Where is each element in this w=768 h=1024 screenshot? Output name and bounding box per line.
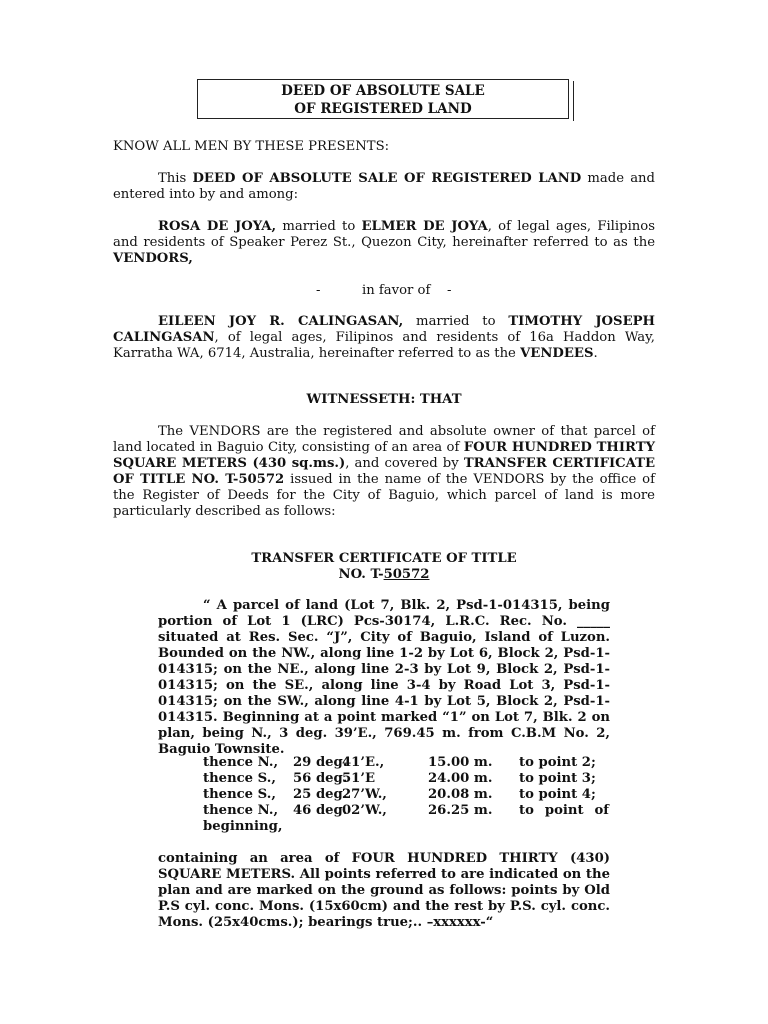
area-bold: FOUR HUNDRED THIRTY SQUARE METERS (430 sq.ms.) [113,440,656,471]
tct-heading-line-1: TRANSFER CERTIFICATE OF TITLE [251,551,517,566]
bearing-row [203,803,623,819]
vendee-name-2: TIMOTHY JOSEPH CALINGASAN [113,314,655,345]
intro-paragraph [113,171,655,203]
bearings-table [203,755,623,835]
bearing-row [203,787,623,803]
bearing-target: to point 4; [519,787,596,802]
bearing-degrees: 46 deg. [293,803,348,818]
bearing-end-text: beginning, [203,819,283,834]
intro-bold: DEED OF ABSOLUTE SALE OF REGISTERED LAND [192,171,582,186]
bearing-degrees: 56 deg. [293,771,348,786]
intro-text: This [158,171,193,186]
bearing-distance: 24.00 m. [428,771,493,786]
bearing-target [519,803,609,819]
vendors-text-1: married to [276,219,362,234]
body-paragraph [113,424,655,520]
bearing-degrees: 25 deg. [293,787,348,802]
in-favor-text: in favor of [362,283,431,298]
title-line-2: OF REGISTERED LAND [294,101,472,117]
tct-number: 50572 [383,567,430,582]
body-text-1: The VENDORS are the registered and absolute owner of that parcel of land located in Baguio City, consisting of an area of [113,424,655,455]
tct-number-prefix: NO. T- [338,567,384,582]
bearing-target: to point 3; [519,771,596,786]
vendor-name-1: ROSA DE JOYA, [158,219,277,234]
vendees-text-1: married to [403,314,509,329]
bearing-target-word-3: of [594,803,609,818]
tct-heading-line-2 [113,567,655,583]
vendors-label: VENDORS, [113,251,193,266]
bearing-distance: 26.25 m. [428,803,493,818]
vendors-text-2: , of legal ages, Filipinos and residents of Speaker Perez St., Quezon City, hereinafter referred to as the [113,219,655,250]
bearing-direction: thence N., [203,803,279,818]
land-description: “ A parcel of land (Lot 7, Blk. 2, Psd-1-014315, being portion of Lot 1 (LRC) Pcs-30174, L.R.C. Rec. No. _____ situated at Res. Sec. “J”, City of Baguio, Island of Luzon. Bounded on the NW., along line 1-2 by Lot 6, Block 2, Psd-1-014315; on the NE., along line 2-3 by Lot 9, Block 2, Psd-1-014315; on the SE., along line 3-4 by Road Lot 3, Psd-1-014315; on the SW., along line 4-1 by Lot 5, Block 2, Psd-1-014315. Beginning at a point marked “1” on Lot 7, Blk. 2 on plan, being N., 3 deg. 39’E., 769.45 m. from C.B.M No. 2, Baguio Townsite. [158,598,610,757]
bearing-row [203,771,623,787]
bearing-minutes: 27’W., [342,787,387,802]
title-box [197,79,569,119]
title-line-1: DEED OF ABSOLUTE SALE [281,83,485,99]
body-text-2: , and covered by [345,456,464,471]
bearing-target: to point 2; [519,755,596,770]
bearing-direction: thence S., [203,771,276,786]
bearing-minutes: 41’E., [342,755,385,770]
intro-text-end: made and entered into by and among: [113,171,655,202]
bearing-row-end [203,819,623,835]
vendees-paragraph [113,314,655,362]
bearing-distance: 15.00 m. [428,755,493,770]
dash-left: - [316,283,321,298]
bearing-minutes: 02’W., [342,803,387,818]
bearing-degrees: 29 deg. [293,755,348,770]
opening-line: KNOW ALL MEN BY THESE PRESENTS: [113,139,390,154]
vendees-text-2: , of legal ages, Filipinos and residents of 16a Haddon Way, Karratha WA, 6714, Australia, hereinafter referred to as the [113,330,655,361]
vendors-paragraph [113,219,655,267]
closing-paragraph: containing an area of FOUR HUNDRED THIRTY (430) SQUARE METERS. All points referred to are indicated on the plan and are marked on the ground as follows: points by Old P.S cyl. conc. Mons. (15x60cm) and the rest by P.S. cyl. conc. Mons. (25x40cms.); bearings true;.. –xxxxxx-“ [158,851,610,930]
bearing-direction: thence S., [203,787,276,802]
vendee-name-1: EILEEN JOY R. CALINGASAN, [158,314,404,329]
tct-heading [113,551,655,583]
bearing-minutes: 51’E [342,771,375,786]
bearing-target-word-1: to [519,803,534,818]
vendor-name-2: ELMER DE JOYA [361,219,488,234]
bearing-direction: thence N., [203,755,279,770]
vendees-label: VENDEES [520,346,594,361]
bearing-distance: 20.08 m. [428,787,493,802]
vendees-end: . [593,346,598,361]
bearing-target-word-2: point [544,803,584,818]
dash-right: - [447,283,452,298]
body-text-3: issued in the name of the VENDORS by the office of the Register of Deeds for the City of Baguio, which parcel of land is more particularly described as follows: [113,472,655,519]
witnesseth-heading: WITNESSETH: THAT [306,392,462,407]
bearing-row [203,755,623,771]
tct-bold: TRANSFER CERTIFICATE OF TITLE NO. T-50572 [113,456,655,487]
